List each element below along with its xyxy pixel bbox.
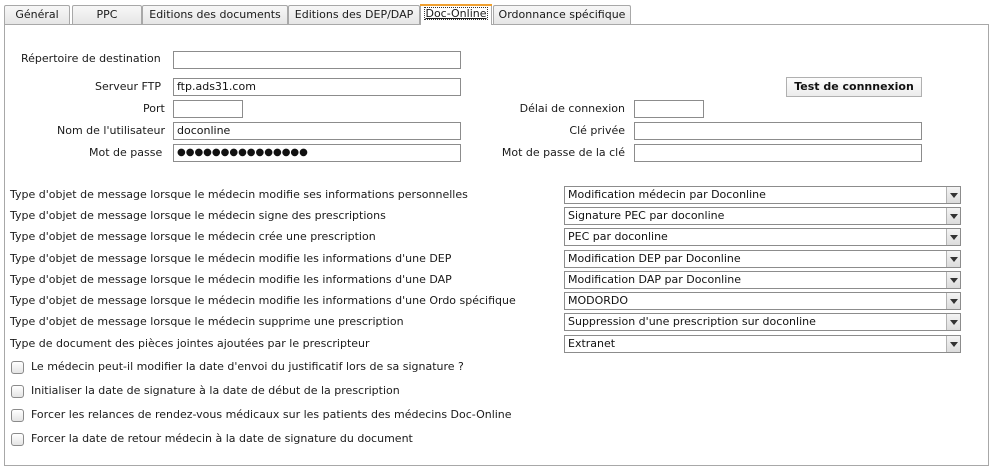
- chevron-down-icon[interactable]: [946, 251, 960, 267]
- select-value: Modification DAP par Doconline: [568, 273, 742, 286]
- message-type-select[interactable]: [564, 292, 961, 310]
- message-type-select[interactable]: [564, 271, 961, 289]
- chevron-down-icon[interactable]: [946, 187, 960, 203]
- tab-label: Général: [15, 8, 59, 21]
- tab-doc-online[interactable]: [420, 4, 492, 25]
- delai-connexion-input[interactable]: [634, 100, 704, 118]
- cle-privee-input[interactable]: [634, 122, 922, 140]
- document-type-select[interactable]: [564, 335, 961, 353]
- tab-label: PPC: [96, 8, 118, 21]
- checkbox-label: Le médecin peut-il modifier la date d'envoi du justificatif lors de sa signature ?: [31, 360, 464, 373]
- message-type-label: Type d'objet de message lorsque le médecin supprime une prescription: [10, 315, 404, 328]
- utilisateur-input[interactable]: doconline: [173, 122, 461, 140]
- chevron-down-icon[interactable]: [946, 336, 960, 352]
- tab-ordonnance-specifique[interactable]: [493, 5, 631, 24]
- message-type-label: Type de document des pièces jointes ajoutées par le prescripteur: [10, 337, 370, 350]
- delai-connexion-label: Délai de connexion: [519, 102, 625, 115]
- port-input[interactable]: [173, 100, 243, 118]
- mot-de-passe-label: Mot de passe: [89, 146, 163, 159]
- utilisateur-label: Nom de l'utilisateur: [57, 124, 165, 137]
- tab-general[interactable]: [4, 5, 70, 24]
- select-value: Extranet: [568, 337, 616, 350]
- message-type-label: Type d'objet de message lorsque le médecin signe des prescriptions: [10, 209, 386, 222]
- serveur-ftp-input[interactable]: ftp.ads31.com: [173, 78, 461, 96]
- select-value: Signature PEC par doconline: [568, 209, 725, 222]
- message-type-label: Type d'objet de message lorsque le médecin modifie les informations d'une Ordo spécifique: [10, 294, 516, 307]
- select-value: Modification DEP par Doconline: [568, 252, 741, 265]
- mot-de-passe-input[interactable]: ●●●●●●●●●●●●●●●: [173, 144, 461, 162]
- repertoire-label: Répertoire de destination: [21, 52, 161, 65]
- repertoire-input[interactable]: [173, 51, 461, 69]
- select-value: PEC par doconline: [568, 230, 668, 243]
- cle-privee-label: Clé privée: [569, 124, 625, 137]
- message-type-select[interactable]: [564, 186, 961, 204]
- tab-editions-dep-dap[interactable]: [288, 5, 420, 24]
- message-type-label: Type d'objet de message lorsque le médecin modifie les informations d'une DEP: [10, 252, 452, 265]
- tab-label: Doc-Online: [425, 7, 487, 20]
- select-value: MODORDO: [568, 294, 629, 307]
- checkbox-label: Initialiser la date de signature à la date de début de la prescription: [31, 384, 400, 397]
- checkbox-label: Forcer la date de retour médecin à la date de signature du document: [31, 432, 413, 445]
- test-connexion-button[interactable]: Test de connnexion: [786, 77, 922, 97]
- message-type-label: Type d'objet de message lorsque le médecin modifie les informations d'une DAP: [10, 273, 452, 286]
- tab-ppc[interactable]: [72, 5, 142, 24]
- message-type-label: Type d'objet de message lorsque le médecin crée une prescription: [10, 230, 376, 243]
- chevron-down-icon[interactable]: [946, 293, 960, 309]
- tab-editions-documents[interactable]: [142, 5, 288, 24]
- chevron-down-icon[interactable]: [946, 229, 960, 245]
- select-value: Suppression d'une prescription sur doconline: [568, 315, 816, 328]
- chevron-down-icon[interactable]: [946, 314, 960, 330]
- chevron-down-icon[interactable]: [946, 208, 960, 224]
- message-type-label: Type d'objet de message lorsque le médecin modifie ses informations personnelles: [10, 188, 468, 201]
- checkbox[interactable]: [11, 361, 24, 374]
- checkbox[interactable]: [11, 409, 24, 422]
- checkbox[interactable]: [11, 433, 24, 446]
- tab-label: Editions des documents: [149, 8, 281, 21]
- checkbox[interactable]: [11, 385, 24, 398]
- message-type-select[interactable]: [564, 207, 961, 225]
- mot-de-passe-cle-input[interactable]: [634, 144, 922, 162]
- port-label: Port: [143, 102, 165, 115]
- message-type-select[interactable]: [564, 228, 961, 246]
- serveur-ftp-label: Serveur FTP: [95, 80, 162, 93]
- tab-label: Ordonnance spécifique: [498, 8, 626, 21]
- select-value: Modification médecin par Doconline: [568, 188, 766, 201]
- message-type-select[interactable]: [564, 250, 961, 268]
- mot-de-passe-cle-label: Mot de passe de la clé: [501, 146, 625, 159]
- checkbox-label: Forcer les relances de rendez-vous médicaux sur les patients des médecins Doc-Online: [31, 408, 512, 421]
- message-type-select[interactable]: [564, 313, 961, 331]
- tab-label: Editions des DEP/DAP: [294, 8, 414, 21]
- chevron-down-icon[interactable]: [946, 272, 960, 288]
